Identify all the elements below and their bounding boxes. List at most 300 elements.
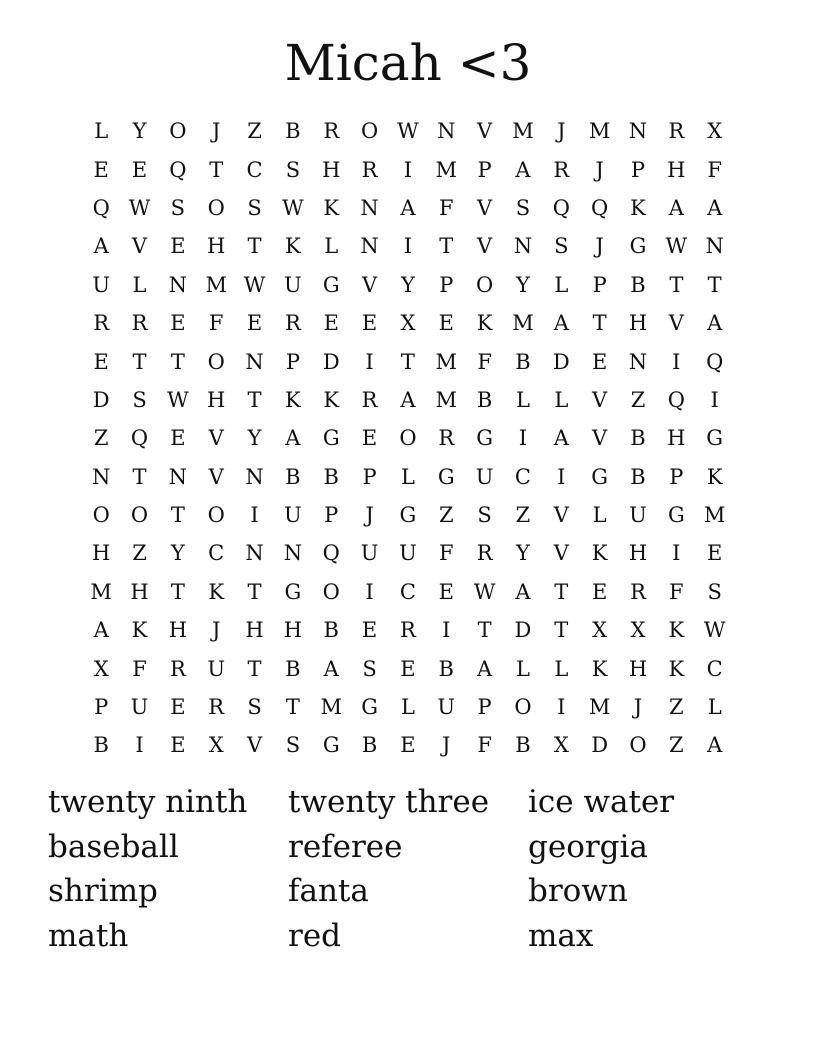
grid-letter: S xyxy=(132,387,147,412)
grid-letter: V xyxy=(477,195,493,220)
grid-letter: M xyxy=(588,695,611,720)
grid-letter: Z xyxy=(515,503,531,528)
grid-letter: U xyxy=(130,695,149,720)
grid-letter: N xyxy=(437,119,456,144)
grid-letter: B xyxy=(630,464,646,489)
grid-letter: C xyxy=(208,541,225,566)
grid-letter: Q xyxy=(667,387,685,412)
grid-letter: E xyxy=(170,311,186,336)
grid-letter: I xyxy=(557,695,566,720)
grid-letter: K xyxy=(668,656,685,681)
grid-letter: F xyxy=(438,195,454,220)
grid-letter: L xyxy=(554,272,569,297)
grid-letter: N xyxy=(705,234,724,259)
grid-letter: B xyxy=(285,464,301,489)
grid-letter: F xyxy=(132,656,147,681)
grid-letter: U xyxy=(92,272,111,297)
grid-letter: W xyxy=(128,195,151,220)
grid-letter: K xyxy=(476,311,493,336)
grid-letter: F xyxy=(438,541,454,566)
grid-letter: R xyxy=(400,618,416,643)
grid-letter: N xyxy=(245,464,264,489)
grid-letter: E xyxy=(170,234,186,259)
grid-letter: N xyxy=(245,541,264,566)
grid-letter: R xyxy=(361,387,378,412)
grid-letter: A xyxy=(285,426,301,451)
word-list-item: red xyxy=(288,918,342,955)
grid-letter: R xyxy=(668,119,685,144)
grid-letter: L xyxy=(515,656,530,681)
grid-letter: O xyxy=(476,272,494,297)
grid-letter: K xyxy=(285,387,301,412)
grid-letter: A xyxy=(707,311,723,336)
grid-letter: I xyxy=(365,349,374,374)
grid-letter: K xyxy=(131,618,148,643)
grid-letter: N xyxy=(360,234,379,259)
word-list-item: twenty three xyxy=(288,784,490,820)
grid-letter: Y xyxy=(132,119,147,144)
grid-letter: Q xyxy=(92,195,110,220)
grid-letter: I xyxy=(403,234,413,259)
grid-letter: T xyxy=(439,234,454,259)
grid-letter: I xyxy=(710,387,719,412)
grid-letter: L xyxy=(554,656,569,681)
grid-letter: T xyxy=(247,234,262,259)
word-list-item: baseball xyxy=(48,828,179,865)
grid-letter: S xyxy=(170,195,186,220)
grid-letter: Y xyxy=(400,272,415,297)
grid-letter: P xyxy=(477,695,492,720)
grid-letter: H xyxy=(628,656,648,681)
grid-letter: K xyxy=(323,387,340,412)
grid-letter: W xyxy=(397,119,419,144)
grid-letter: Q xyxy=(130,426,149,451)
grid-letter: V xyxy=(553,503,569,528)
grid-letter: C xyxy=(246,157,263,182)
grid-letter: W xyxy=(665,234,688,259)
grid-letter: G xyxy=(706,426,724,451)
grid-letter: O xyxy=(207,503,225,528)
grid-letter: A xyxy=(515,579,531,604)
grid-letter: B xyxy=(515,349,531,374)
grid-letter: O xyxy=(322,579,340,604)
grid-letter: C xyxy=(514,464,531,489)
grid-letter: N xyxy=(168,272,188,297)
grid-letter: T xyxy=(707,272,722,297)
grid-letter: J xyxy=(442,733,451,758)
grid-letter: C xyxy=(706,656,723,681)
grid-row xyxy=(82,227,734,265)
grid-letter: F xyxy=(669,579,684,604)
grid-letter: J xyxy=(211,618,221,643)
grid-letter: G xyxy=(361,695,378,720)
grid-letter: O xyxy=(514,695,532,720)
grid-letter: U xyxy=(360,541,379,566)
grid-letter: Z xyxy=(669,695,684,720)
grid-letter: R xyxy=(93,311,110,336)
grid-letter: W xyxy=(703,618,726,643)
grid-letter: B xyxy=(630,272,646,297)
grid-letter: V xyxy=(361,272,378,297)
grid-letter: M xyxy=(435,387,458,412)
grid-letter: F xyxy=(477,349,492,374)
grid-letter: G xyxy=(322,272,340,297)
grid-letter: V xyxy=(208,426,224,451)
grid-letter: J xyxy=(211,119,221,144)
grid-letter: X xyxy=(630,618,646,643)
grid-letter: H xyxy=(207,234,226,259)
word-list-item: fanta xyxy=(288,873,369,910)
grid-letter: B xyxy=(285,119,301,144)
grid-letter: Z xyxy=(669,733,684,758)
grid-letter: P xyxy=(94,695,109,720)
grid-letter: Y xyxy=(170,541,185,566)
grid-row xyxy=(82,150,734,188)
grid-letter: B xyxy=(93,733,109,758)
grid-letter: S xyxy=(515,195,531,220)
grid-letter: E xyxy=(93,349,109,374)
grid-letter: G xyxy=(399,503,417,528)
grid-row xyxy=(82,534,734,572)
grid-row xyxy=(82,342,734,380)
grid-letter: F xyxy=(477,733,492,758)
grid-letter: R xyxy=(169,656,186,681)
grid-letter: N xyxy=(168,464,188,489)
grid-letter: W xyxy=(167,387,189,412)
grid-letter: R xyxy=(553,157,570,182)
grid-letter: N xyxy=(360,195,379,220)
grid-letter: R xyxy=(131,311,148,336)
grid-letter: T xyxy=(669,272,684,297)
grid-letter: G xyxy=(629,234,647,259)
grid-letter: Z xyxy=(630,387,646,412)
grid-letter: P xyxy=(285,349,300,374)
grid-letter: K xyxy=(591,656,608,681)
grid-letter: V xyxy=(592,426,608,451)
grid-letter: P xyxy=(630,157,646,182)
grid-letter: D xyxy=(591,733,609,758)
grid-letter: R xyxy=(438,426,455,451)
grid-letter: T xyxy=(554,618,569,643)
grid-letter: Q xyxy=(552,195,570,220)
grid-letter: B xyxy=(361,733,378,758)
grid-letter: S xyxy=(477,503,492,528)
grid-letter: J xyxy=(595,157,604,182)
grid-letter: B xyxy=(515,733,531,758)
grid-letter: C xyxy=(399,579,416,604)
grid-letter: H xyxy=(245,618,264,643)
grid-letter: Z xyxy=(132,541,147,566)
grid-letter: F xyxy=(208,311,224,336)
grid-letter: O xyxy=(399,426,417,451)
grid-letter: R xyxy=(284,311,301,336)
grid-letter: W xyxy=(243,272,266,297)
grid-letter: N xyxy=(628,119,648,144)
grid-letter: X xyxy=(208,733,224,758)
grid-letter: P xyxy=(669,464,684,489)
word-list-item: georgia xyxy=(528,828,648,865)
grid-letter: E xyxy=(131,157,148,182)
grid-letter: E xyxy=(591,349,608,374)
grid-letter: T xyxy=(554,579,569,604)
grid-letter: G xyxy=(322,733,340,758)
grid-row xyxy=(82,419,734,457)
grid-letter: A xyxy=(323,656,339,681)
grid-letter: Z xyxy=(247,119,262,144)
grid-letter: R xyxy=(323,119,340,144)
grid-letter: T xyxy=(247,656,262,681)
grid-letter: U xyxy=(207,656,226,681)
page-title: Micah <3 xyxy=(284,34,532,92)
grid-letter: V xyxy=(592,387,608,412)
grid-letter: N xyxy=(91,464,111,489)
grid-letter: P xyxy=(439,272,454,297)
grid-letter: T xyxy=(592,311,607,336)
grid-letter: E xyxy=(170,426,186,451)
grid-letter: R xyxy=(476,541,493,566)
grid-letter: U xyxy=(475,464,494,489)
grid-letter: J xyxy=(365,503,374,528)
grid-letter: K xyxy=(668,618,685,643)
grid-letter: Z xyxy=(93,426,109,451)
grid-letter: H xyxy=(207,387,226,412)
grid-letter: Q xyxy=(591,195,609,220)
grid-letter: B xyxy=(630,426,646,451)
grid-letter: G xyxy=(667,503,685,528)
grid-letter: I xyxy=(365,579,374,604)
grid-letter: V xyxy=(477,234,493,259)
grid-letter: U xyxy=(437,695,456,720)
grid-letter: T xyxy=(209,157,224,182)
grid-letter: A xyxy=(400,387,416,412)
word-list xyxy=(48,780,768,959)
grid-letter: N xyxy=(513,234,533,259)
grid-letter: M xyxy=(703,503,726,528)
grid-letter: S xyxy=(247,195,262,220)
grid-letter: K xyxy=(208,579,225,604)
grid-letter: R xyxy=(361,157,378,182)
grid-letter: D xyxy=(552,349,570,374)
grid-letter: D xyxy=(322,349,340,374)
grid-letter: I xyxy=(442,618,451,643)
word-list-item: brown xyxy=(528,873,628,910)
grid-row xyxy=(82,496,734,534)
grid-letter: L xyxy=(707,695,722,720)
grid-letter: P xyxy=(592,272,607,297)
grid-letter: S xyxy=(707,579,722,604)
grid-letter: R xyxy=(630,579,646,604)
grid-letter: P xyxy=(324,503,339,528)
grid-letter: L xyxy=(400,464,415,489)
grid-letter: W xyxy=(473,579,496,604)
grid-letter: J xyxy=(595,234,604,259)
grid-letter: E xyxy=(246,311,263,336)
grid-letter: Y xyxy=(516,541,530,566)
grid-letter: H xyxy=(667,426,686,451)
grid-letter: U xyxy=(284,503,302,528)
grid-letter: L xyxy=(324,234,339,259)
grid-letter: V xyxy=(246,733,263,758)
grid-row xyxy=(82,649,734,687)
grid-letter: L xyxy=(554,387,569,412)
grid-letter: G xyxy=(437,464,455,489)
grid-letter: E xyxy=(591,579,608,604)
grid-letter: X xyxy=(400,311,416,336)
grid-letter: F xyxy=(707,157,722,182)
letter-grid xyxy=(82,112,734,765)
grid-letter: T xyxy=(170,349,185,374)
grid-letter: P xyxy=(362,464,377,489)
grid-letter: A xyxy=(707,733,723,758)
grid-letter: S xyxy=(247,695,262,720)
grid-letter: V xyxy=(553,541,569,566)
grid-letter: A xyxy=(93,234,109,259)
grid-letter: I xyxy=(557,464,566,489)
grid-letter: G xyxy=(591,464,609,489)
grid-letter: K xyxy=(323,195,340,220)
grid-letter: S xyxy=(554,234,569,259)
grid-letter: E xyxy=(361,311,378,336)
grid-letter: R xyxy=(208,695,225,720)
grid-row xyxy=(82,688,734,726)
grid-letter: T xyxy=(132,464,147,489)
grid-letter: B xyxy=(285,656,301,681)
grid-letter: L xyxy=(132,272,147,297)
grid-letter: Z xyxy=(438,503,454,528)
grid-letter: V xyxy=(477,119,493,144)
grid-letter: H xyxy=(168,618,188,643)
grid-row xyxy=(82,112,734,150)
grid-letter: A xyxy=(515,157,531,182)
grid-letter: K xyxy=(285,234,301,259)
grid-letter: Y xyxy=(516,272,530,297)
grid-letter: H xyxy=(628,541,648,566)
grid-letter: E xyxy=(170,695,186,720)
grid-row xyxy=(82,611,734,649)
word-list-item: shrimp xyxy=(48,873,158,910)
grid-letter: K xyxy=(706,464,723,489)
grid-letter: Y xyxy=(247,426,262,451)
grid-letter: X xyxy=(592,618,608,643)
grid-letter: B xyxy=(438,656,454,681)
grid-letter: A xyxy=(668,195,684,220)
grid-letter: E xyxy=(438,579,454,604)
grid-letter: G xyxy=(322,426,340,451)
grid-letter: E xyxy=(170,733,186,758)
grid-letter: K xyxy=(630,195,646,220)
grid-letter: H xyxy=(628,311,648,336)
grid-letter: M xyxy=(435,349,458,374)
grid-row xyxy=(82,189,734,227)
grid-letter: H xyxy=(130,579,149,604)
grid-letter: L xyxy=(592,503,607,528)
grid-letter: L xyxy=(400,695,415,720)
grid-letter: L xyxy=(94,119,109,144)
grid-letter: T xyxy=(247,579,262,604)
grid-letter: E xyxy=(400,733,416,758)
grid-letter: H xyxy=(322,157,341,182)
grid-letter: U xyxy=(284,272,302,297)
grid-letter: M xyxy=(588,119,611,144)
grid-letter: J xyxy=(557,119,566,144)
grid-letter: A xyxy=(400,195,416,220)
word-list-item: math xyxy=(48,918,129,955)
grid-letter: A xyxy=(93,618,109,643)
grid-letter: H xyxy=(92,541,111,566)
grid-letter: T xyxy=(170,503,185,528)
grid-letter: O xyxy=(207,349,225,374)
grid-letter: Q xyxy=(706,349,724,374)
grid-letter: D xyxy=(92,387,110,412)
grid-letter: A xyxy=(707,195,723,220)
grid-letter: A xyxy=(477,656,493,681)
word-list-item: max xyxy=(528,918,594,955)
grid-letter: V xyxy=(208,464,224,489)
grid-letter: G xyxy=(476,426,493,451)
grid-letter: I xyxy=(403,157,413,182)
grid-letter: K xyxy=(591,541,608,566)
grid-letter: O xyxy=(169,119,187,144)
grid-letter: N xyxy=(245,349,264,374)
grid-letter: H xyxy=(283,618,303,643)
grid-letter: O xyxy=(629,733,647,758)
grid-letter: U xyxy=(399,541,417,566)
grid-letter: A xyxy=(553,426,569,451)
grid-letter: E xyxy=(361,426,378,451)
grid-letter: S xyxy=(285,733,301,758)
grid-letter: U xyxy=(629,503,647,528)
grid-letter: Q xyxy=(322,541,340,566)
grid-letter: I xyxy=(672,349,681,374)
grid-letter: M xyxy=(90,579,112,604)
word-list-item: ice water xyxy=(528,784,675,820)
grid-row xyxy=(82,381,734,419)
grid-letter: O xyxy=(92,503,110,528)
grid-letter: I xyxy=(250,503,259,528)
grid-letter: P xyxy=(477,157,492,182)
grid-letter: E xyxy=(707,541,723,566)
grid-letter: J xyxy=(633,695,643,720)
grid-letter: I xyxy=(518,426,528,451)
grid-row xyxy=(82,726,734,764)
grid-row xyxy=(82,458,734,496)
grid-letter: T xyxy=(477,618,492,643)
grid-letter: O xyxy=(360,119,379,144)
grid-letter: Q xyxy=(169,157,187,182)
word-list-item: twenty ninth xyxy=(48,784,248,820)
grid-letter: W xyxy=(282,195,304,220)
grid-letter: I xyxy=(135,733,144,758)
grid-letter: H xyxy=(667,157,686,182)
grid-letter: O xyxy=(207,195,225,220)
grid-letter: B xyxy=(476,387,493,412)
grid-letter: M xyxy=(320,695,342,720)
grid-letter: B xyxy=(323,618,339,643)
grid-letter: M xyxy=(205,272,227,297)
grid-letter: N xyxy=(283,541,303,566)
grid-letter: E xyxy=(438,311,454,336)
grid-letter: X xyxy=(93,656,109,681)
grid-letter: I xyxy=(672,541,681,566)
grid-letter: L xyxy=(515,387,530,412)
grid-letter: V xyxy=(668,311,684,336)
grid-letter: E xyxy=(400,656,416,681)
grid-letter: T xyxy=(132,349,147,374)
grid-letter: M xyxy=(512,119,534,144)
grid-letter: S xyxy=(362,656,377,681)
grid-letter: X xyxy=(707,119,723,144)
grid-letter: B xyxy=(323,464,339,489)
